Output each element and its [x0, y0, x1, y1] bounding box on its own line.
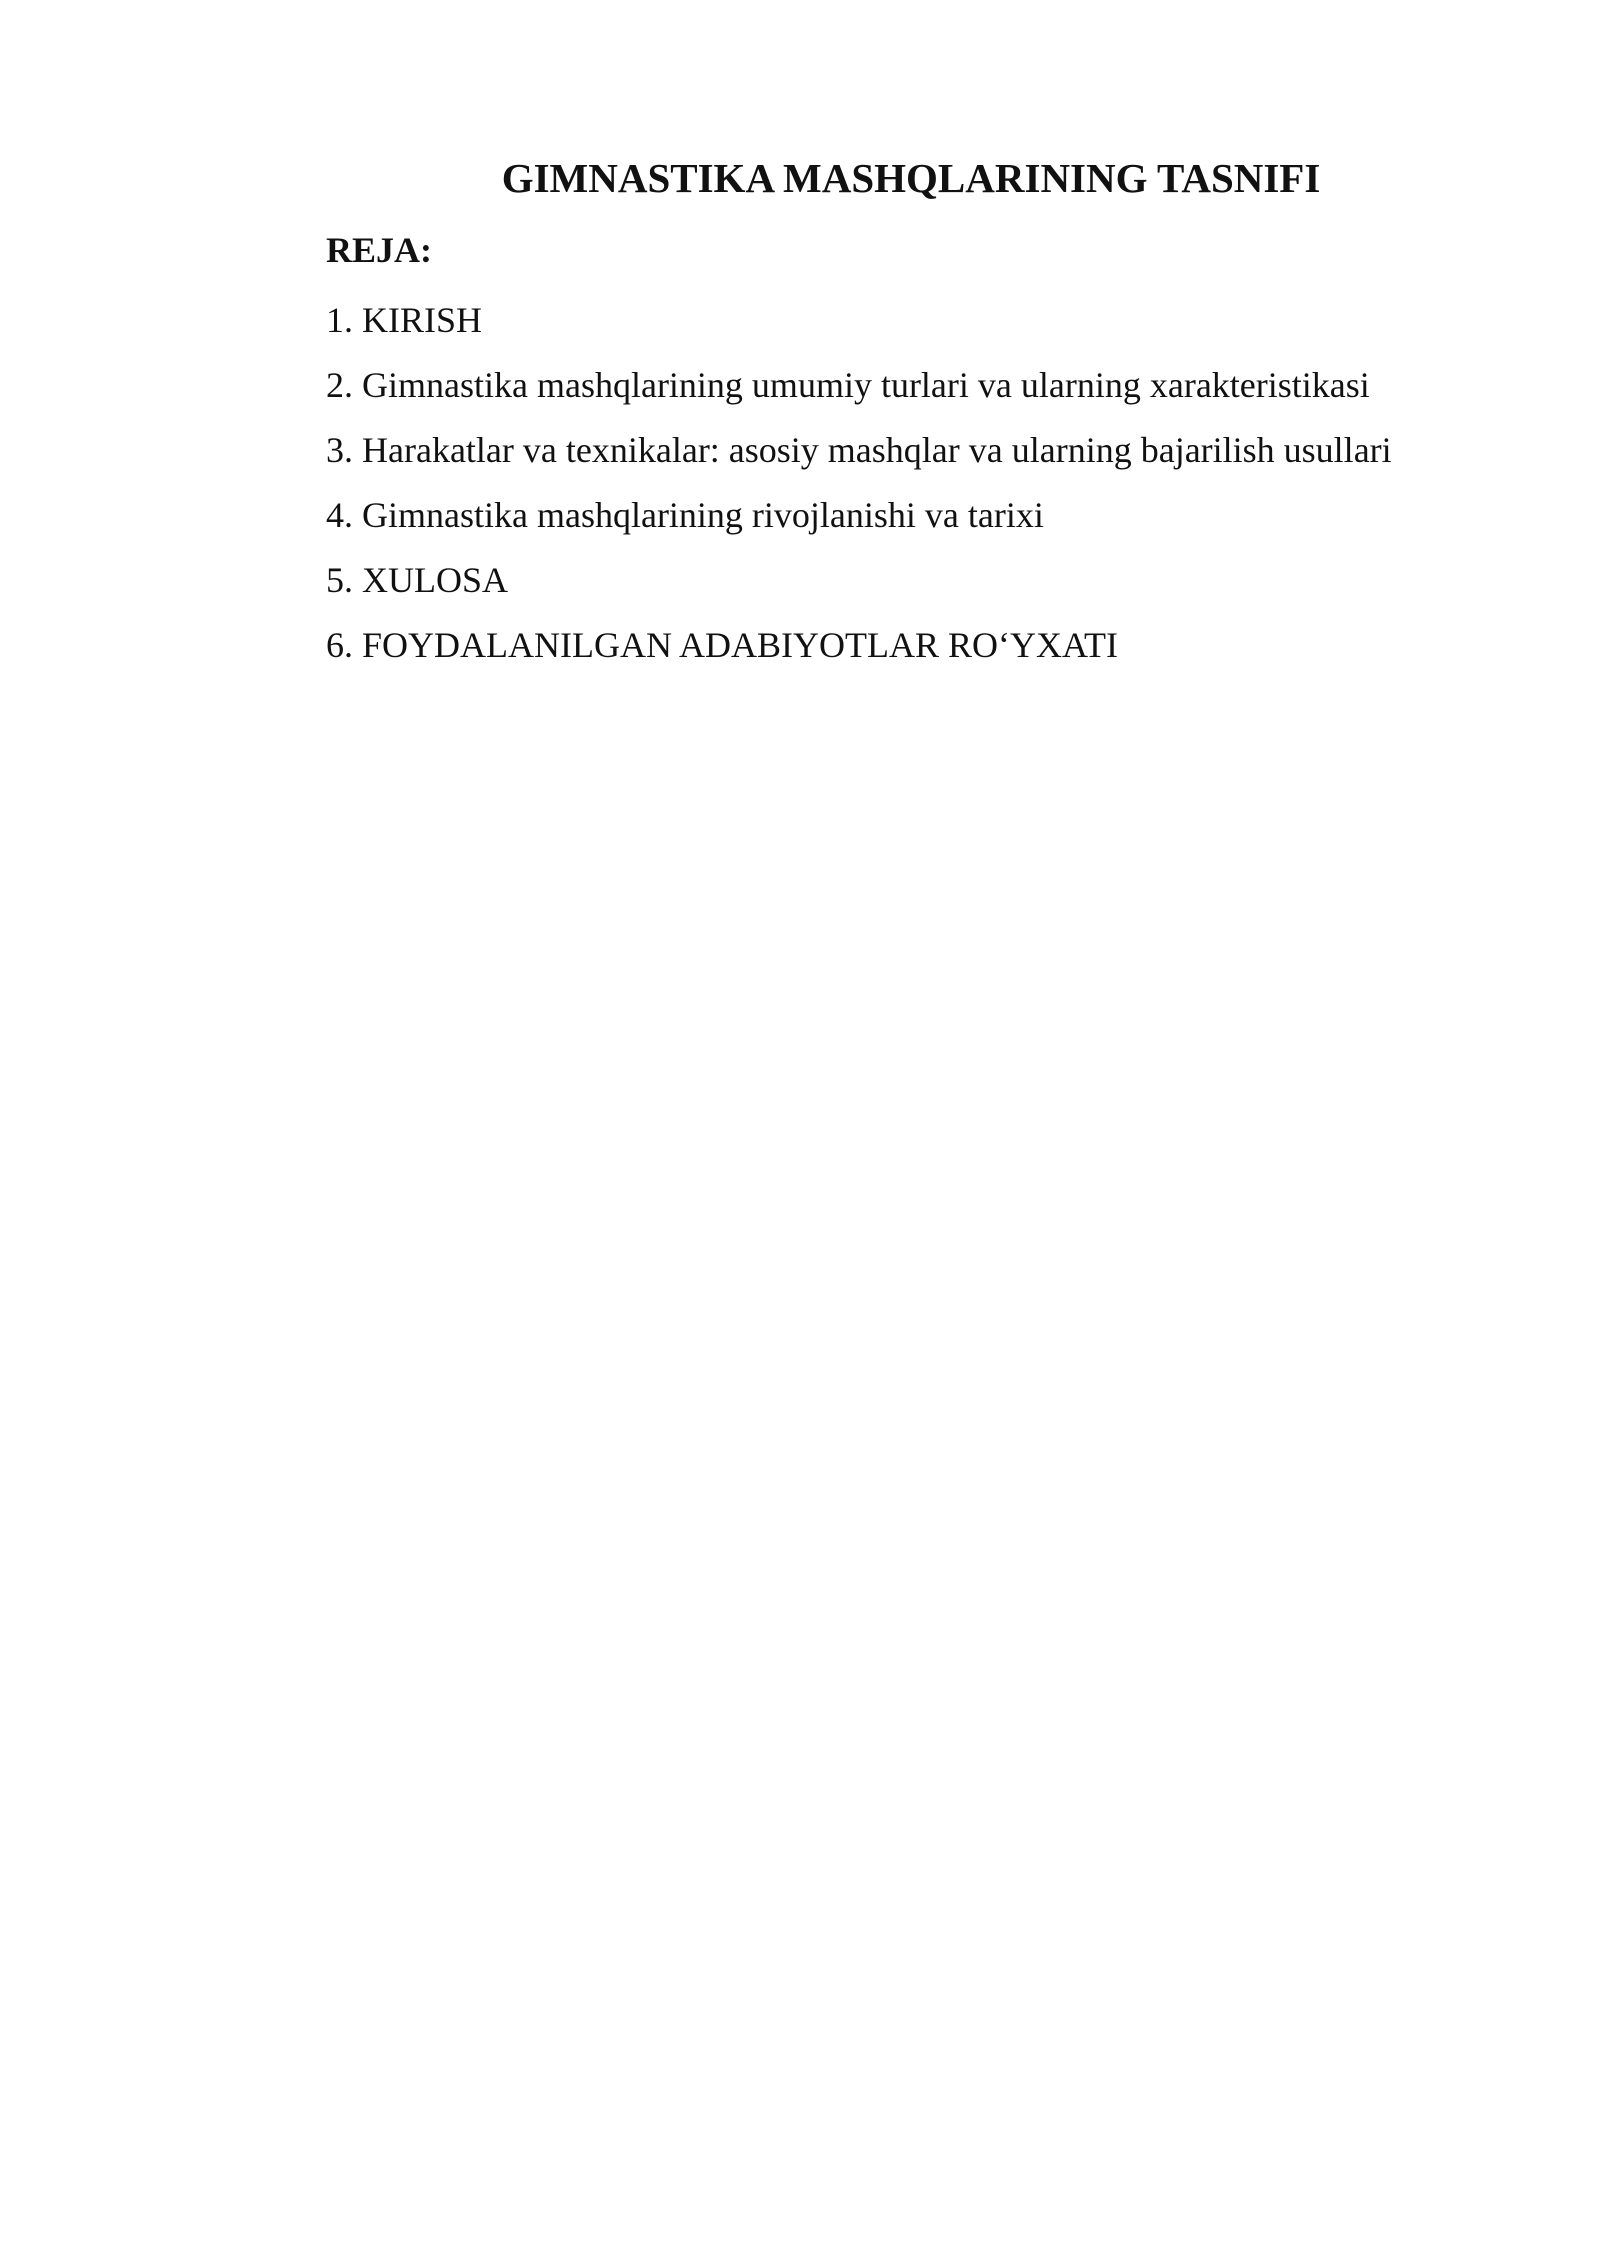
document-title: GIMNASTIKA MASHQLARINING TASNIFI: [501, 155, 1321, 201]
plan-item-references: 6. FOYDALANILGAN ADABIYOTLAR RO‘YXATI: [326, 625, 1118, 665]
plan-item-general-types: 2. Gimnastika mashqlarining umumiy turlari va ularning xarakteristikasi: [326, 365, 1370, 405]
plan-item-conclusion: 5. XULOSA: [326, 560, 509, 600]
plan-list: [326, 288, 1392, 678]
plan-item-movements-techniques: 3. Harakatlar va texnikalar: asosiy mashqlar va ularning bajarilish usullari: [326, 430, 1392, 470]
plan-heading: REJA:: [326, 230, 432, 270]
plan-item-introduction: 1. KIRISH: [326, 300, 483, 340]
plan-item-development-history: 4. Gimnastika mashqlarining rivojlanishi va tarixi: [326, 495, 1044, 535]
